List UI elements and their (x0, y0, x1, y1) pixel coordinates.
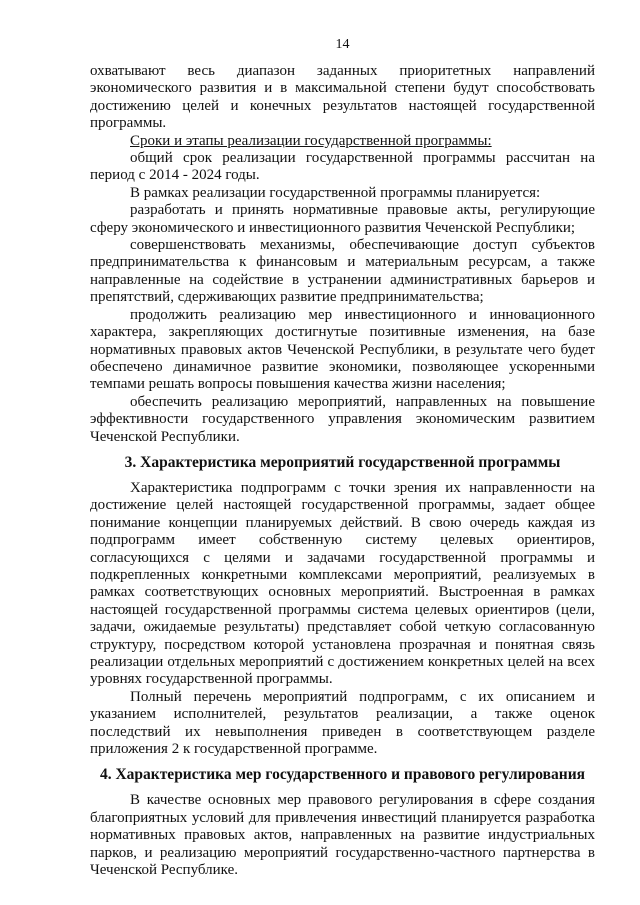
page-number: 14 (335, 37, 350, 52)
document-body (90, 63, 595, 879)
paragraph-continuation: охватывают весь диапазон заданных приоритетных направлений экономического развития и в максимальной степени будут способствовать достижению целей и конечных результатов настоящей государственной программы. (90, 63, 595, 132)
terms-and-stages-text: Сроки и этапы реализации государственной программы: (130, 132, 492, 149)
paragraph-plan-item-3: продолжить реализацию мер инвестиционного и инновационного характера, закрепляющих достигнутые позитивные изменения, на базе нормативных правовых актов Чеченской Республики, в результате чего будет обеспечено динамичное развитие экономики, позволяющее ускоренными темпами решать вопросы повышения качества жизни населения; (90, 306, 595, 393)
section-3-paragraph-2: Полный перечень мероприятий подпрограмм, с их описанием и указанием исполнителей, результатов реализации, а также оценок последствий их невыполнения приведен в соответствующем разделе приложения 2 к государственной программе. (90, 688, 595, 758)
section-4-paragraph-1: В качестве основных мер правового регулирования в сфере создания благоприятных условий для привлечения инвестиций планируется разработка нормативных правовых актов, направленных на развитие индустриальных парков, и реализацию мероприятий государственно-частного партнерства в Чеченской Республике. (90, 792, 595, 879)
paragraph-plan-item-4: обеспечить реализацию мероприятий, направленных на повышение эффективности государственного управления экономическим развитием Чеченской Республики. (90, 393, 595, 445)
paragraph-plan-item-2: совершенствовать механизмы, обеспечивающие доступ субъектов предпринимательства к финансовым и материальным ресурсам, а также направленные на содействие в устранении административных барьеров и препятствий, сдерживающих развитие предпринимательства; (90, 237, 595, 306)
section-4-heading: 4. Характеристика мер государственного и правового регулирования (99, 766, 586, 784)
terms-and-stages-subheading (90, 133, 595, 150)
section-3-paragraph-1: Характеристика подпрограмм с точки зрения их направленности на достижение целей настоящей государственной программы, задает общее понимание концепции планируемых действий. В свою очередь каждая из подпрограмм имеет собственную систему целевых ориентиров, согласующихся с целями и задачами государственной программы и подкрепленных конкретными комплексами мероприятий, реализуемых в рамках соответствующих основных мероприятий. Выстроенная в рамках настоящей государственной программы система целевых ориентиров (цели, задачи, ожидаемые результаты) представляет собой четкую согласованную структуру, посредством которой установлена прозрачная и понятная связь реализации отдельных мероприятий с достижением конкретных целей на всех уровнях государственной программы. (90, 479, 595, 688)
paragraph-planned-intro: В рамках реализации государственной программы планируется: (130, 184, 541, 201)
paragraph-total-term: общий срок реализации государственной программы рассчитан на период с 2014 - 2024 годы. (90, 150, 595, 184)
paragraph-plan-item-1: разработать и принять нормативные правовые акты, регулирующие сферу экономического и инвестиционного развития Чеченской Республики; (90, 202, 595, 236)
section-3-heading: 3. Характеристика мероприятий государственной программы (124, 453, 561, 471)
